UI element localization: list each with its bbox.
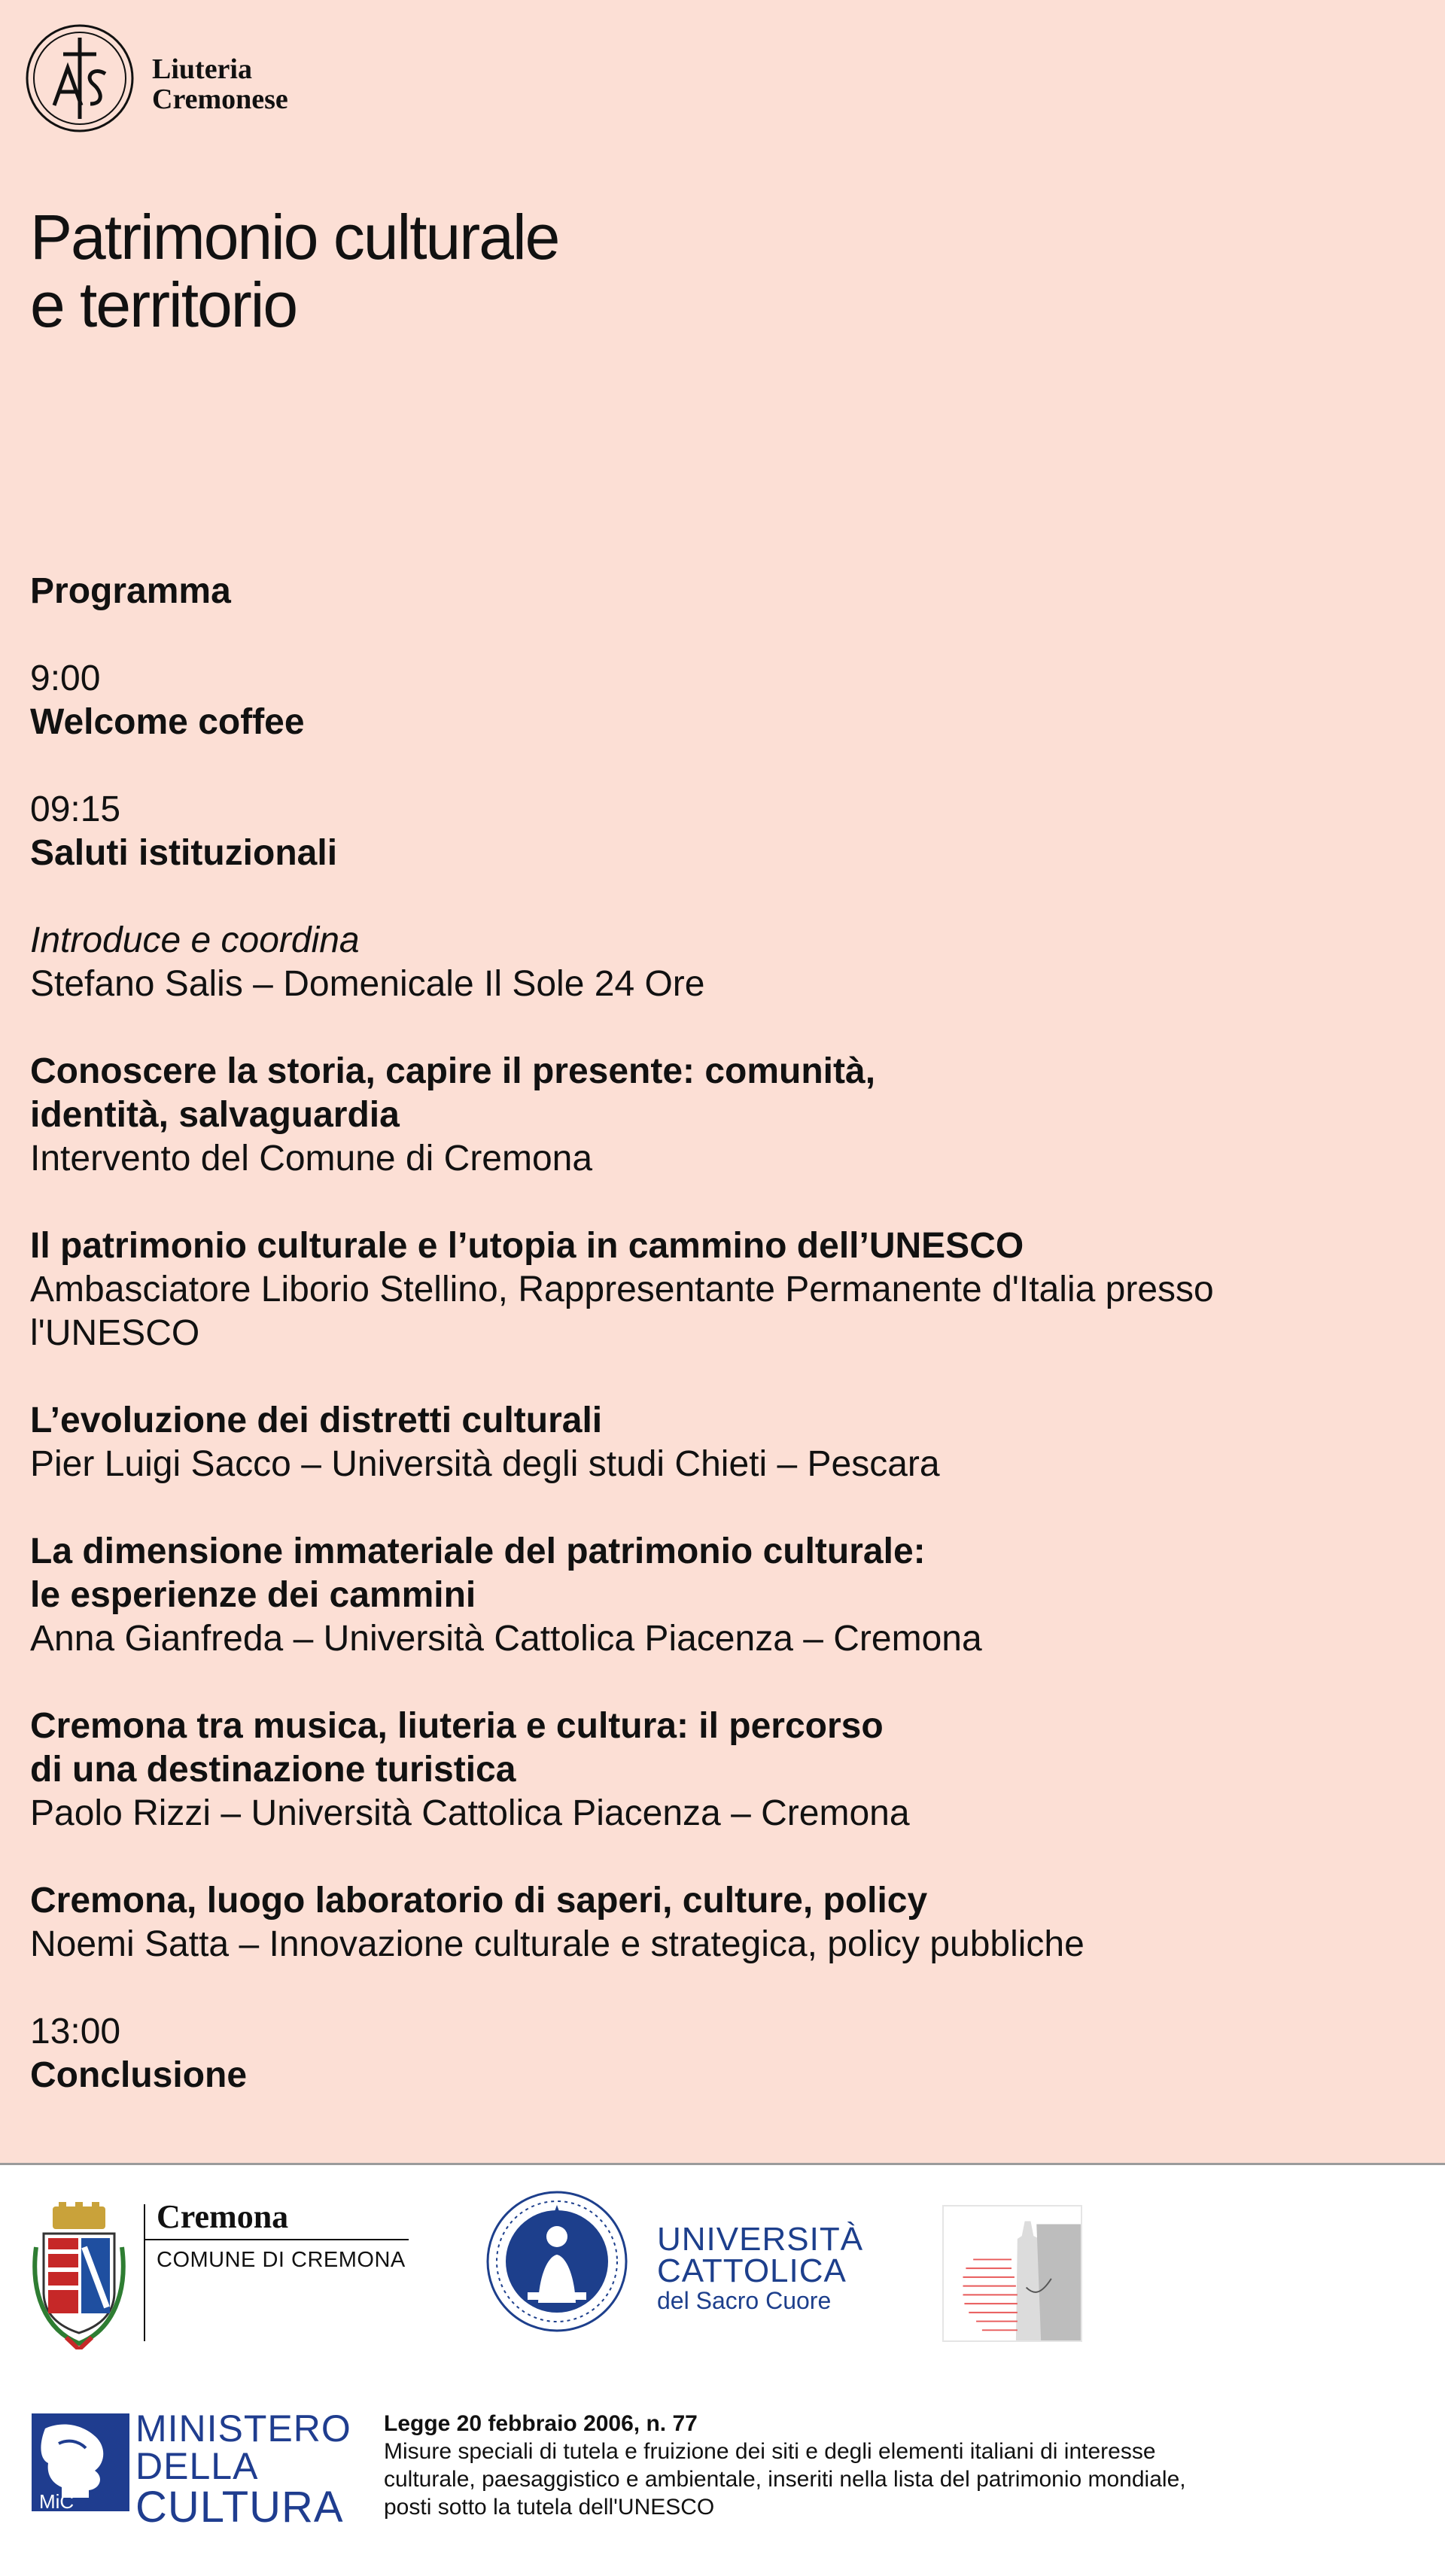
law-description-line: culturale, paesaggistico e ambientale, inseriti nella lista del patrimonio mondiale, [384, 2467, 1186, 2492]
liuteria-wordmark [152, 54, 288, 114]
program-time: 9:00 [30, 658, 101, 698]
program-item [30, 1050, 1415, 1181]
ucsc-line-1: UNIVERSITÀ [657, 2221, 864, 2258]
program-item [30, 1530, 1415, 1661]
association-logo-icon [942, 2205, 1082, 2342]
liuteria-emblem-icon [24, 23, 135, 134]
title-line-1: Patrimonio culturale [30, 202, 559, 272]
program-item [30, 2010, 1415, 2097]
program-speaker: Intervento del Comune di Cremona [30, 1139, 593, 1179]
ucsc-line-2: CATTOLICA [657, 2252, 847, 2289]
program-item [30, 788, 1415, 875]
program-time: 13:00 [30, 2012, 121, 2051]
program-speaker: Pier Luigi Sacco – Università degli studi Chieti – Pescara [30, 1444, 940, 1484]
program-title: L’evoluzione dei distretti culturali [30, 1401, 603, 1440]
cremona-vertical-rule [144, 2204, 145, 2341]
law-reference [384, 2410, 1317, 2521]
program-title: Conoscere la storia, capire il presente: comunità, [30, 1051, 876, 1091]
cremona-crest-icon [30, 2202, 128, 2349]
program-item [30, 1705, 1415, 1835]
mic-logo-icon [32, 2413, 129, 2511]
program-item [30, 919, 1415, 1006]
mic-line-2: DELLA [135, 2445, 259, 2487]
program-item [30, 1879, 1415, 1966]
law-description-line: Misure speciali di tutela e fruizione dei siti e degli elementi italiani di interesse [384, 2439, 1156, 2464]
mic-badge-text: MiC [39, 2490, 75, 2511]
ucsc-wordmark [657, 2221, 864, 2314]
program-item [30, 1224, 1415, 1355]
program-title: di una destinazione turistica [30, 1750, 516, 1790]
program-time: 09:15 [30, 789, 121, 829]
program-item [30, 657, 1415, 744]
program-section [30, 570, 1415, 2141]
program-title: Cremona, luogo laboratorio di saperi, culture, policy [30, 1881, 928, 1921]
cremona-horizontal-rule [145, 2239, 409, 2240]
program-title: Welcome coffee [30, 702, 305, 742]
page-title [30, 203, 1084, 339]
program-title: le esperienze dei cammini [30, 1575, 476, 1615]
program-speaker: l'UNESCO [30, 1313, 200, 1353]
mic-line-1: MINISTERO [135, 2407, 351, 2450]
program-speaker: Anna Gianfreda – Università Cattolica Piacenza – Cremona [30, 1619, 982, 1659]
cremona-name: Cremona [157, 2198, 289, 2235]
logo-line-1: Liuteria [152, 53, 252, 85]
section-divider [0, 2163, 1445, 2165]
program-item [30, 1399, 1415, 1486]
liuteria-logo[interactable] [24, 23, 303, 135]
program-title: identità, salvaguardia [30, 1095, 400, 1135]
program-role: Introduce e coordina [30, 920, 360, 960]
program-title: Conclusione [30, 2055, 248, 2095]
program-speaker: Stefano Salis – Domenicale Il Sole 24 Ore [30, 964, 705, 1004]
cremona-subtitle: COMUNE DI CREMONA [157, 2248, 406, 2272]
law-title: Legge 20 febbraio 2006, n. 77 [384, 2411, 698, 2436]
logo-line-2: Cremonese [152, 84, 288, 115]
mic-line-3: CULTURA [135, 2483, 344, 2532]
program-speaker: Ambasciatore Liborio Stellino, Rappresentante Permanente d'Italia presso [30, 1270, 1214, 1309]
program-title: Saluti istituzionali [30, 833, 338, 873]
mic-wordmark [135, 2407, 351, 2532]
program-title: Il patrimonio culturale e l’utopia in cammino dell’UNESCO [30, 1226, 1024, 1266]
law-description-line: posti sotto la tutela dell'UNESCO [384, 2495, 715, 2520]
ucsc-seal-icon [485, 2190, 628, 2333]
program-speaker: Noemi Satta – Innovazione culturale e strategica, policy pubbliche [30, 1924, 1085, 1964]
ucsc-line-3: del Sacro Cuore [657, 2287, 832, 2314]
program-title: La dimensione immateriale del patrimonio culturale: [30, 1531, 926, 1571]
title-line-2: e territorio [30, 269, 297, 340]
program-heading: Programma [30, 571, 231, 611]
program-title: Cremona tra musica, liuteria e cultura: il percorso [30, 1706, 884, 1746]
program-speaker: Paolo Rizzi – Università Cattolica Piacenza – Cremona [30, 1793, 910, 1833]
